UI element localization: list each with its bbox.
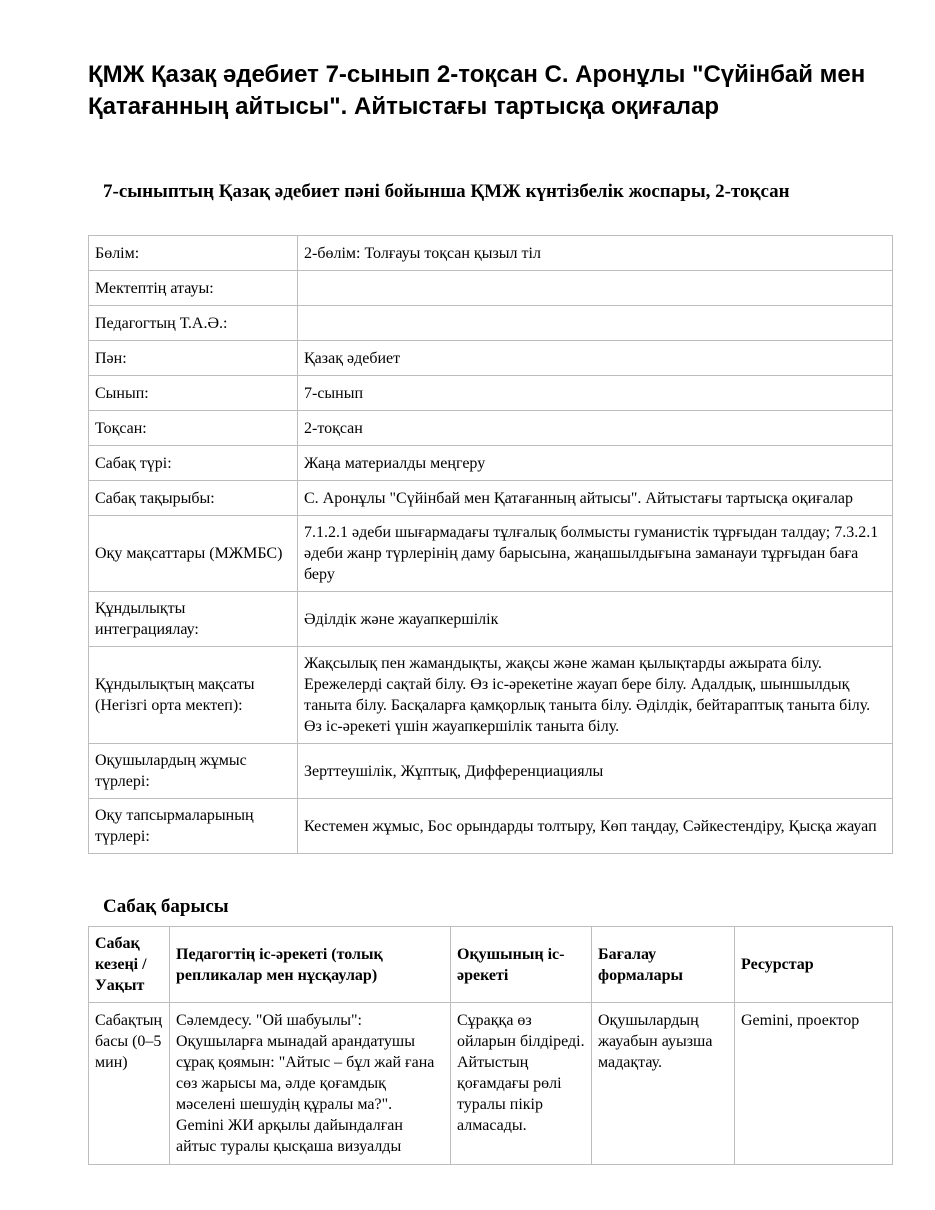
info-label: Оқу мақсаттары (МЖМБС) [89, 516, 298, 592]
info-label: Оқу тапсырмаларының түрлері: [89, 799, 298, 854]
table-row [89, 411, 893, 446]
header-student-activity: Оқушының іс-әрекеті [451, 927, 592, 1003]
info-label: Бөлім: [89, 236, 298, 271]
info-label: Мектептің атауы: [89, 271, 298, 306]
table-row [89, 592, 893, 647]
lesson-flow-table [88, 926, 893, 1165]
header-resources: Ресурстар [735, 927, 893, 1003]
info-value: Әділдік және жауапкершілік [298, 592, 893, 647]
info-label: Оқушылардың жұмыс түрлері: [89, 744, 298, 799]
plan-heading: 7-сыныптың Қазақ әдебиет пәні бойынша ҚМЖ күнтізбелік жоспары, 2-тоқсан [103, 181, 790, 202]
info-value [298, 306, 893, 341]
cell-resources: Gemini, проектор [735, 1003, 893, 1165]
info-value: Зерттеушілік, Жұптық, Дифференциациялы [298, 744, 893, 799]
info-label: Сабақ тақырыбы: [89, 481, 298, 516]
table-row [89, 1003, 893, 1165]
info-value: Кестемен жұмыс, Бос орындарды толтыру, Көп таңдау, Сәйкестендіру, Қысқа жауап [298, 799, 893, 854]
info-value: Жақсылық пен жамандықты, жақсы және жаман қылықтарды ажырата білу. Ережелерді сақтай білу. Өз іс-әрекетіне жауап бере білу. Адалдық, шыншылдық таныта білу. Басқаларға қамқорлық таныта білу. Әділдік, бейтараптық таныта білу. Өз іс-әрекеті үшін жауапкершілік таныта білу. [298, 647, 893, 744]
page-title: ҚМЖ Қазақ әдебиет 7-сынып 2-тоқсан С. Аронұлы "Сүйінбай мен Қатағанның айтысы". Айтыстағы тартысқа оқиғалар [88, 61, 866, 120]
cell-stage: Сабақтың басы (0–5 мин) [89, 1003, 170, 1165]
table-row [89, 306, 893, 341]
cell-teacher: Сәлемдесу. "Ой шабуылы": Оқушыларға мынадай арандатушы сұрақ қоямын: "Айтыс – бұл жай ғана сөз жарысы ма, әлде қоғамдық мәселені шешудің құралы ма?". Gemini ЖИ арқылы дайындалған айтыс туралы қысқаша визуалды [170, 1003, 451, 1165]
table-row [89, 744, 893, 799]
table-row [89, 647, 893, 744]
table-row [89, 341, 893, 376]
cell-student: Сұраққа өз ойларын білдіреді. Айтыстың қоғамдағы рөлі туралы пікір алмасады. [451, 1003, 592, 1165]
info-label: Пән: [89, 341, 298, 376]
table-row [89, 236, 893, 271]
lesson-flow-heading: Сабақ барысы [103, 896, 229, 917]
table-header-row [89, 927, 893, 1003]
info-value: 2-тоқсан [298, 411, 893, 446]
info-value: Қазақ әдебиет [298, 341, 893, 376]
table-row [89, 376, 893, 411]
table-row [89, 271, 893, 306]
table-row [89, 481, 893, 516]
info-value: 7-сынып [298, 376, 893, 411]
info-value: 2-бөлім: Толғауы тоқсан қызыл тіл [298, 236, 893, 271]
info-label: Сынып: [89, 376, 298, 411]
info-label: Сабақ түрі: [89, 446, 298, 481]
info-value: 7.1.2.1 әдеби шығармадағы тұлғалық болмысты гуманистік тұрғыдан талдау; 7.3.2.1 әдеби жанр түрлерінің даму барысына, жаңашылдығына заманауи тұрғыдан баға беру [298, 516, 893, 592]
info-label: Педагогтың Т.А.Ә.: [89, 306, 298, 341]
info-label: Құндылықтың мақсаты (Негізгі орта мектеп): [89, 647, 298, 744]
info-value [298, 271, 893, 306]
info-value: С. Аронұлы "Сүйінбай мен Қатағанның айтысы". Айтыстағы тартысқа оқиғалар [298, 481, 893, 516]
info-label: Құндылықты интеграциялау: [89, 592, 298, 647]
table-row [89, 516, 893, 592]
lesson-info-table [88, 235, 893, 854]
table-row [89, 446, 893, 481]
info-value: Жаңа материалды меңгеру [298, 446, 893, 481]
header-assessment: Бағалау формалары [592, 927, 735, 1003]
header-stage: Сабақ кезеңі / Уақыт [89, 927, 170, 1003]
header-teacher-activity: Педагогтің іс-әрекеті (толық репликалар мен нұсқаулар) [170, 927, 451, 1003]
table-row [89, 799, 893, 854]
cell-assessment: Оқушылардың жауабын ауызша мадақтау. [592, 1003, 735, 1165]
info-label: Тоқсан: [89, 411, 298, 446]
